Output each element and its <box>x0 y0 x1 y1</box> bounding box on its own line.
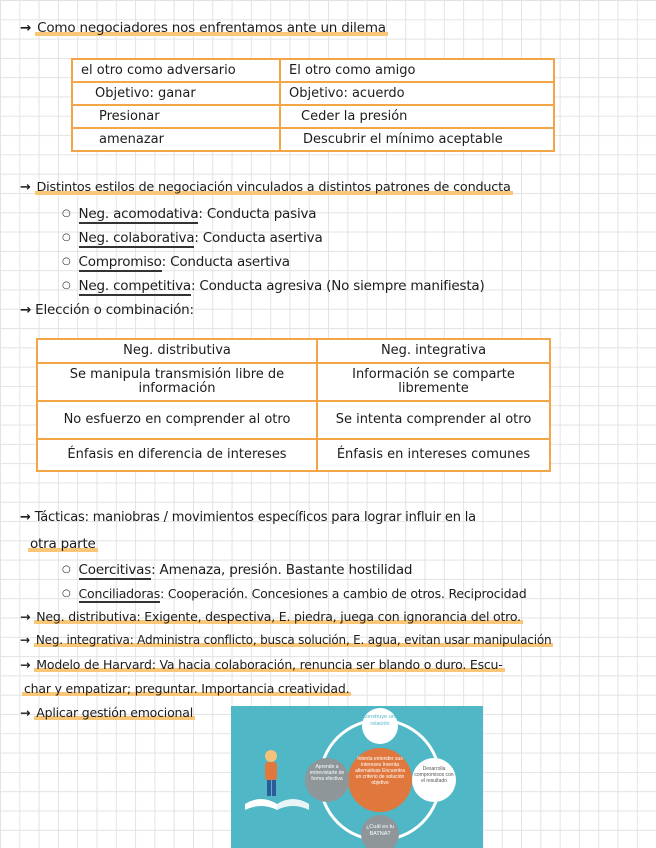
table-row <box>72 59 554 82</box>
person-leg-icon <box>267 780 271 796</box>
note-emotional: → Aplicar gestión emocional <box>20 705 193 720</box>
dilemma-table <box>71 58 555 152</box>
arrow-icon: → <box>20 657 31 672</box>
diagram-label-center: Intenta entender sus intereses Inventa alternativas Encuentra un criterio de solución objetivo <box>355 756 405 786</box>
tactics-line-2: otra parte <box>30 536 96 552</box>
diagram-label-left: Aprende a entrevistarte de forma efectiva <box>309 764 345 782</box>
list-item: ○ Coercitivas: Amenaza, presión. Bastante hostilidad <box>62 562 413 578</box>
bullet-icon: ○ <box>62 256 71 267</box>
heading-dilemma: → Como negociadores nos enfrentamos ante un dilema <box>20 20 386 36</box>
diagram-label-right: Desarrolla compromisos con el resultado <box>414 766 454 784</box>
harvard-model-diagram <box>231 706 483 848</box>
bullet-icon: ○ <box>62 208 71 219</box>
table-cell: Objetivo: acuerdo <box>280 82 554 105</box>
note-distributive: → Neg. distributiva: Exigente, despectiva, E. piedra, juega con ignorancia del otro. <box>20 609 521 624</box>
table-header-row <box>37 339 550 363</box>
table-cell: Descubrir el mínimo aceptable <box>280 128 554 151</box>
table-cell: Énfasis en diferencia de intereses <box>37 439 317 471</box>
person-body-icon <box>265 762 277 780</box>
list-item: ○ Compromiso: Conducta asertiva <box>62 254 290 270</box>
table-cell: el otro como adversario <box>72 59 280 82</box>
table-cell: Información se comparte libremente <box>317 363 550 401</box>
table-cell: El otro como amigo <box>280 59 554 82</box>
list-item: ○ Neg. acomodativa: Conducta pasiva <box>62 206 317 222</box>
tactics-line-1: → Tácticas: maniobras / movimientos específicos para lograr influir en la <box>20 510 476 525</box>
table-header: Neg. distributiva <box>37 339 317 363</box>
table-cell: Se intenta comprender al otro <box>317 401 550 439</box>
book-page-icon <box>277 799 309 810</box>
arrow-icon: → <box>20 20 32 36</box>
list-item: ○ Neg. competitiva: Conducta agresiva (No siempre manifiesta) <box>62 278 485 294</box>
arrow-icon: → <box>20 705 31 720</box>
table-cell: Presionar <box>72 105 280 128</box>
heading-choice: → Elección o combinación: <box>20 302 194 318</box>
table-cell: Énfasis en intereses comunes <box>317 439 550 471</box>
arrow-icon: → <box>20 302 32 318</box>
table-header: Neg. integrativa <box>317 339 550 363</box>
bullet-icon: ○ <box>62 588 71 599</box>
table-row <box>72 128 554 151</box>
book-icon <box>245 799 277 810</box>
negotiation-comparison-table <box>36 338 551 472</box>
arrow-icon: → <box>20 609 31 624</box>
table-row <box>72 105 554 128</box>
person-leg-icon <box>272 780 276 796</box>
table-cell: amenazar <box>72 128 280 151</box>
table-cell: Objetivo: ganar <box>72 82 280 105</box>
list-item: ○ Neg. colaborativa: Conducta asertiva <box>62 230 323 246</box>
person-head-icon <box>265 750 277 762</box>
table-row <box>37 401 550 439</box>
arrow-icon: → <box>20 180 31 195</box>
note-harvard-2: char y empatizar; preguntar. Importancia creatividad. <box>24 681 350 696</box>
table-cell: Ceder la presión <box>280 105 554 128</box>
bullet-icon: ○ <box>62 564 71 575</box>
diagram-label-top: Construye una relación <box>362 714 398 727</box>
bullet-icon: ○ <box>62 232 71 243</box>
arrow-icon: → <box>20 510 31 525</box>
arrow-icon: → <box>20 633 30 647</box>
table-cell: No esfuerzo en comprender al otro <box>37 401 317 439</box>
note-harvard-1: → Modelo de Harvard: Va hacia colaboración, renuncia ser blando o duro. Escu- <box>20 657 503 672</box>
diagram-label-bottom: ¿Cuál es tu BATNA? <box>365 824 395 837</box>
table-row <box>72 82 554 105</box>
list-item: ○ Conciliadoras: Cooperación. Concesiones a cambio de otros. Reciprocidad <box>62 586 527 601</box>
table-row <box>37 439 550 471</box>
table-row <box>37 363 550 401</box>
table-cell: Se manipula transmisión libre de información <box>37 363 317 401</box>
heading-styles: → Distintos estilos de negociación vinculados a distintos patrones de conducta <box>20 180 511 195</box>
bullet-icon: ○ <box>62 280 71 291</box>
note-integrative: → Neg. integrativa: Administra conflicto, busca solución, E. agua, evitan usar manipulación <box>20 633 552 647</box>
